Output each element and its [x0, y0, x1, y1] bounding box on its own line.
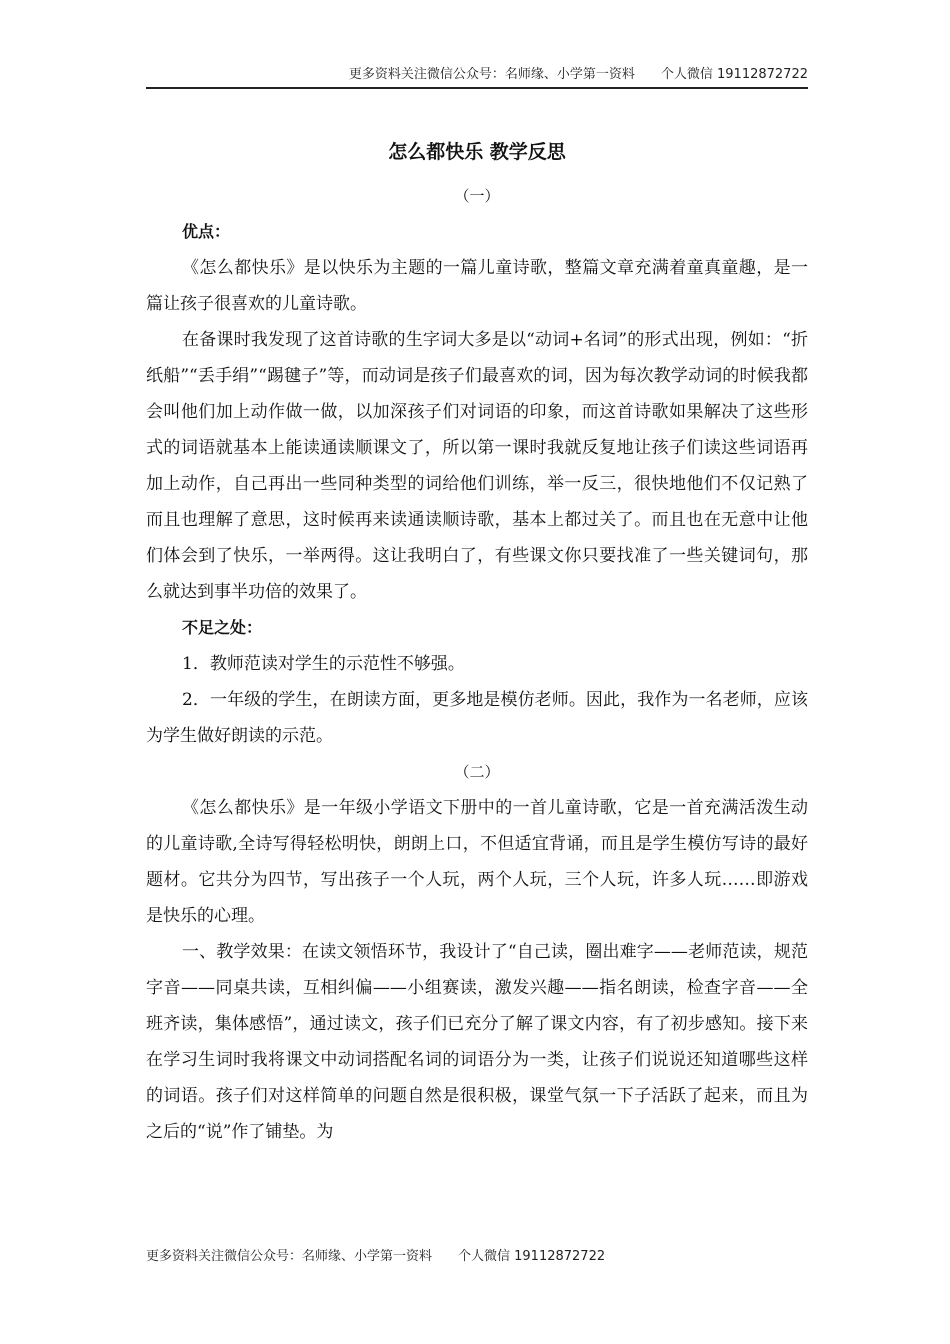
- page-footer: 更多资料关注微信公众号：名师缘、小学第一资料 个人微信 19112872722: [146, 1249, 606, 1264]
- cons-heading: 不足之处：: [182, 618, 263, 637]
- cons-item: 1．教师范读对学生的示范性不够强。: [182, 654, 465, 674]
- paragraph: 《怎么都快乐》是以快乐为主题的一篇儿童诗歌，整篇文章充满着童真童趣，是一篇让孩子很喜欢的儿童诗歌。: [146, 258, 808, 314]
- paragraph: 在备课时我发现了这首诗歌的生字词大多是以“动词+名词”的形式出现，例如：“折纸船”“丢手绢”“踢毽子”等，而动词是孩子们最喜欢的词，因为每次教学动词的时候我都会叫他们加上动作做一做，以加深孩子们对词语的印象，而这首诗歌如果解决了这些形式的词语就基本上能读通读顺课文了，所以第一课时我就反复地让孩子们读这些词语再加上动作，自己再出一些同种类型的词给他们训练，举一反三，很快地他们不仅记熟了而且也理解了意思，这时候再来读通读顺诗歌，基本上都过关了。而且也在无意中让他们体会到了快乐，一举两得。这让我明白了，有些课文你只要找准了一些关键词句，那么就达到事半功倍的效果了。: [146, 330, 808, 602]
- cons-item: 2．一年级的学生，在朗读方面，更多地是模仿老师。因此，我作为一名老师，应该为学生做好朗读的示范。: [146, 690, 808, 746]
- page-header: 更多资料关注微信公众号：名师缘、小学第一资料 个人微信 19112872722: [348, 67, 808, 82]
- section-mark-1: （一）: [454, 187, 500, 205]
- paragraph: 一、教学效果：在读文领悟环节，我设计了“自己读，圈出难字——老师范读，规范字音——同桌共读，互相纠偏——小组赛读，激发兴趣——指名朗读，检查字音——全班齐读，集体感悟”，通过读文，孩子们已充分了解了课文内容，有了初步感知。接下来在学习生词时我将课文中动词搭配名词的词语分为一类，让孩子们说说还知道哪些这样的词语。孩子们对这样简单的问题自然是很积极，课堂气氛一下子活跃了起来，而且为之后的“说”作了铺垫。为: [146, 942, 808, 1142]
- document-body: [146, 132, 808, 1150]
- section-mark-2: （二）: [454, 763, 500, 781]
- paragraph: 《怎么都快乐》是一年级小学语文下册中的一首儿童诗歌，它是一首充满活泼生动的儿童诗歌,全诗写得轻松明快，朗朗上口，不但适宜背诵，而且是学生模仿写诗的最好题材。它共分为四节，写出孩子一个人玩，两个人玩，三个人玩，许多人玩……即游戏是快乐的心理。: [146, 798, 808, 926]
- header-rule: [146, 87, 808, 89]
- document-title: 怎么都快乐 教学反思: [388, 141, 566, 163]
- pros-heading: 优点：: [182, 222, 231, 241]
